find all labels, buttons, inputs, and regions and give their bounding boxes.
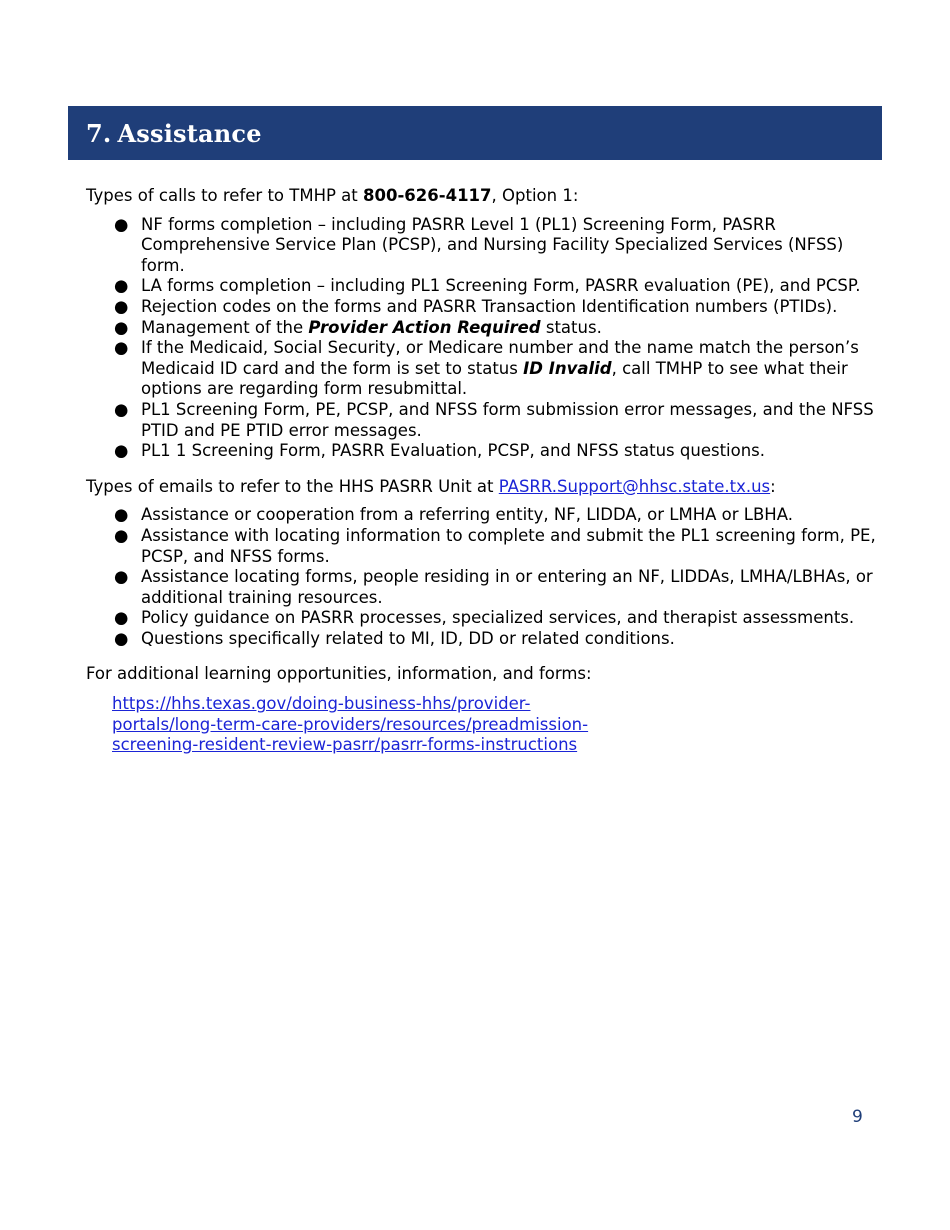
emails-intro-prefix: Types of emails to refer to the HHS PASRR Unit at xyxy=(86,476,499,496)
url-line: portals/long-term-care-providers/resources/preadmission- xyxy=(112,714,589,734)
list-item xyxy=(86,441,876,462)
section-title xyxy=(86,119,262,148)
section-title-text: Assistance xyxy=(117,118,262,148)
list-item xyxy=(86,567,876,608)
bullet-icon: ● xyxy=(114,214,129,234)
section-banner xyxy=(68,106,882,160)
list-item-text: Management of the xyxy=(141,317,309,337)
bullet-icon: ● xyxy=(114,505,129,525)
emails-intro-suffix: : xyxy=(770,476,776,496)
page-content xyxy=(86,186,876,756)
list-item-text: If the Medicaid, Social Security, or Medicare number and the name match the person’s Medicaid ID card and the form is set to status xyxy=(141,338,859,378)
calls-intro xyxy=(86,186,876,207)
bullet-icon: ● xyxy=(114,567,129,587)
tmhp-phone-number: 800-626-4117 xyxy=(363,186,492,205)
emails-intro xyxy=(86,477,876,498)
bullet-icon: ● xyxy=(114,628,129,648)
bullet-icon: ● xyxy=(114,608,129,628)
list-item xyxy=(86,505,876,526)
bullet-icon: ● xyxy=(114,399,129,419)
list-item xyxy=(86,318,876,339)
section-number: 7. xyxy=(86,118,112,148)
pasrr-forms-url-block xyxy=(112,694,652,756)
learning-intro: For additional learning opportunities, information, and forms: xyxy=(86,664,592,684)
list-item xyxy=(86,276,876,297)
list-item-text: LA forms completion – including PL1 Screening Form, PASRR evaluation (PE), and PCSP. xyxy=(141,276,861,296)
list-item xyxy=(86,215,876,277)
page-number: 9 xyxy=(852,1107,863,1127)
emails-list xyxy=(86,505,876,649)
url-line: https://hhs.texas.gov/doing-business-hhs/provider- xyxy=(112,694,531,714)
list-item-text: Questions specifically related to MI, ID, DD or related conditions. xyxy=(141,628,675,648)
list-item-text: PL1 1 Screening Form, PASRR Evaluation, PCSP, and NFSS status questions. xyxy=(141,441,766,461)
list-item-text: Rejection codes on the forms and PASRR Transaction Identification numbers (PTIDs). xyxy=(141,296,838,316)
id-invalid-emphasis: ID Invalid xyxy=(523,358,612,378)
list-item xyxy=(86,400,876,441)
list-item xyxy=(86,526,876,567)
list-item-text: status. xyxy=(540,317,602,337)
list-item-text: PL1 Screening Form, PE, PCSP, and NFSS form submission error messages, and the NFSS PTID and PE PTID error messages. xyxy=(141,399,874,440)
pasrr-support-email-link[interactable]: PASRR.Support@hhsc.state.tx.us xyxy=(498,476,771,496)
list-item-text: , call TMHP to see what their options are regarding form resubmittal. xyxy=(141,358,848,399)
list-item-text: Assistance with locating information to complete and submit the PL1 screening form, PE, PCSP, and NFSS forms. xyxy=(141,525,876,566)
bullet-icon: ● xyxy=(114,525,129,545)
bullet-icon: ● xyxy=(114,441,129,461)
list-item-text: NF forms completion – including PASRR Level 1 (PL1) Screening Form, PASRR Comprehensive Service Plan (PCSP), and Nursing Facility Specialized Services (NFSS) form. xyxy=(141,214,844,275)
bullet-icon: ● xyxy=(114,338,129,358)
list-item-text: Policy guidance on PASRR processes, specialized services, and therapist assessments. xyxy=(141,608,855,628)
list-item-text: Assistance locating forms, people residing in or entering an NF, LIDDAs, LMHA/LBHAs, or additional training resources. xyxy=(141,567,873,607)
list-item xyxy=(86,338,876,400)
url-line: screening-resident-review-pasrr/pasrr-forms-instructions xyxy=(112,735,578,755)
list-item xyxy=(86,608,876,629)
bullet-icon: ● xyxy=(114,276,129,296)
list-item-text: Assistance or cooperation from a referring entity, NF, LIDDA, or LMHA or LBHA. xyxy=(141,505,793,525)
list-item xyxy=(86,297,876,318)
calls-intro-suffix: , Option 1: xyxy=(491,186,579,205)
pasrr-forms-link[interactable] xyxy=(112,694,588,754)
list-item xyxy=(86,629,876,650)
bullet-icon: ● xyxy=(114,296,129,316)
provider-action-required-emphasis: Provider Action Required xyxy=(308,317,541,337)
calls-intro-prefix: Types of calls to refer to TMHP at xyxy=(86,186,364,205)
calls-list xyxy=(86,215,876,462)
bullet-icon: ● xyxy=(114,317,129,337)
